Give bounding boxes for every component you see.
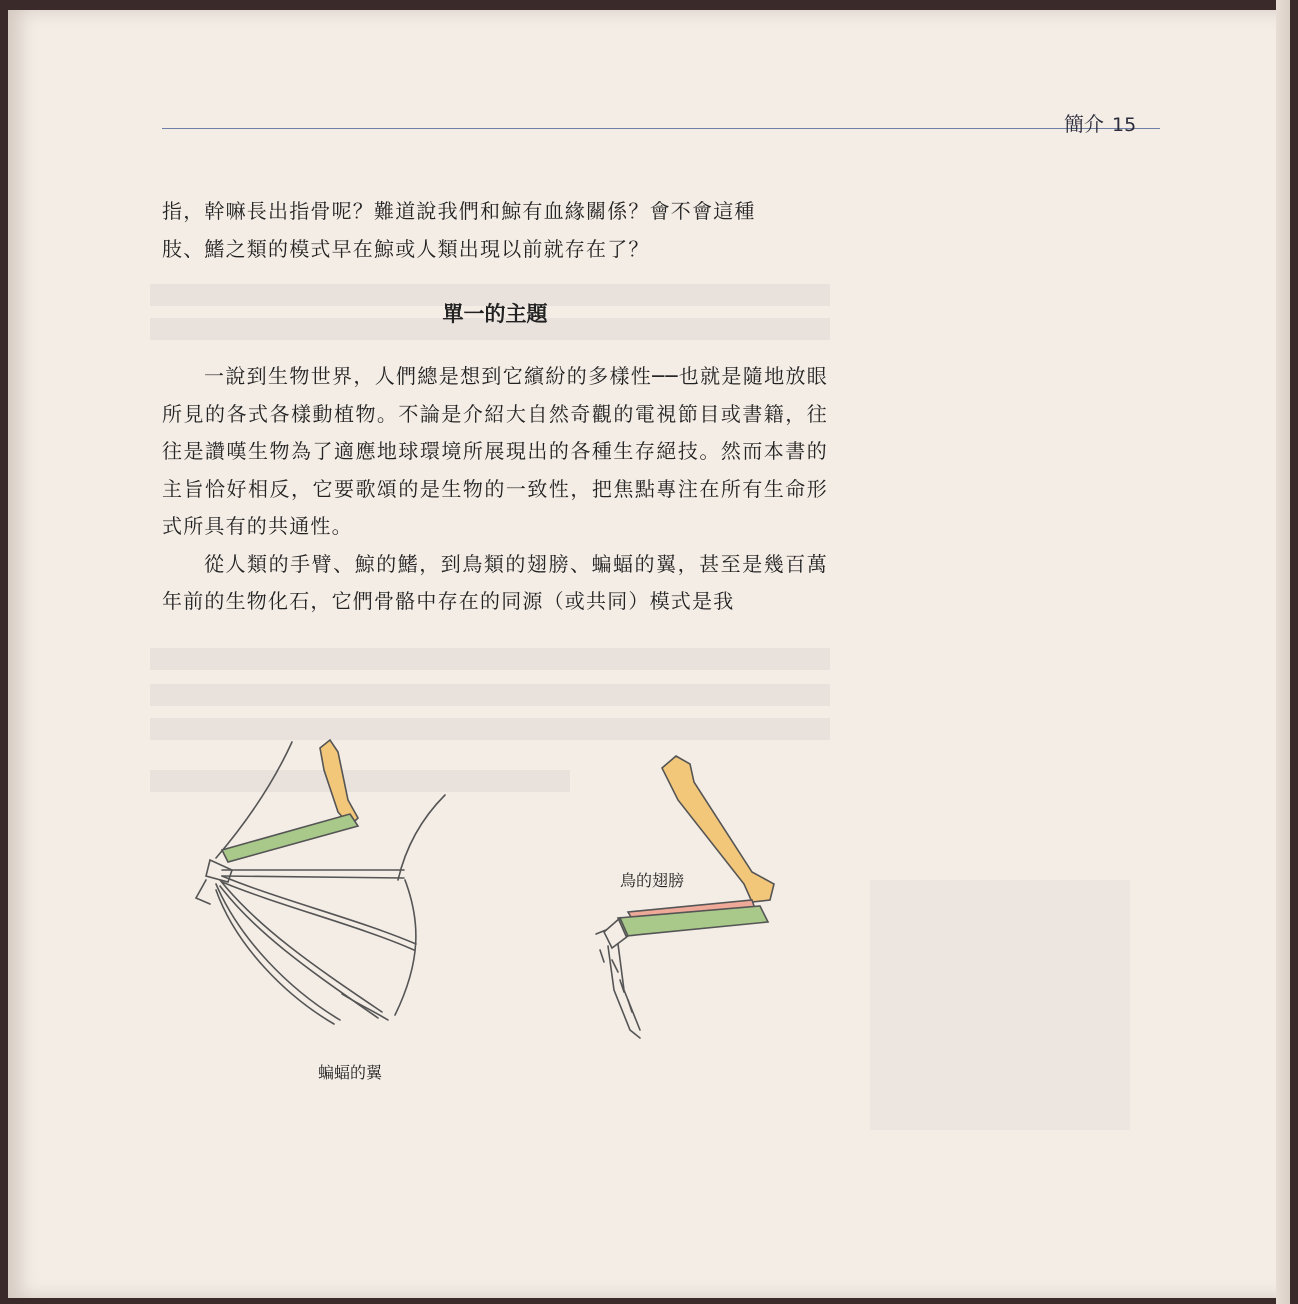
bird-wing-caption: 鳥的翅膀 [620, 871, 685, 890]
page-number: 15 [1112, 114, 1137, 136]
intro-line-2: 肢、鰭之類的模式早在鯨或人類出現以前就存在了？ [162, 236, 650, 261]
section-heading: 單一的主題 [442, 302, 548, 326]
paragraph-1: 一說到生物世界，人們總是想到它繽紛的多樣性──也就是隨地放眼所見的各式各樣動植物。不論是介紹大自然奇觀的電視節目或書籍，往往是讚嘆生物為了適應地球環境所展現出的各種生存絕技。然而本書的主旨恰好相反，它要歌頌的是生物的一致性，把焦點專注在所有生命形式所具有的共通性。 [162, 364, 828, 538]
bat-wing-illustration [196, 740, 445, 1024]
bat-wing-caption: 蝙蝠的翼 [318, 1063, 383, 1082]
intro-line-1: 指，幹嘛長出指骨呢？難道說我們和鯨有血緣關係？會不會這種 [162, 199, 756, 223]
section-title: 簡介 [1064, 112, 1104, 136]
bird-wing-illustration [596, 756, 774, 1038]
paragraph-2: 從人類的手臂、鯨的鰭，到鳥類的翅膀、蝙蝠的翼，甚至是幾百萬年前的生物化石，它們骨骼中存在的同源（或共同）模式是我 [162, 551, 828, 613]
